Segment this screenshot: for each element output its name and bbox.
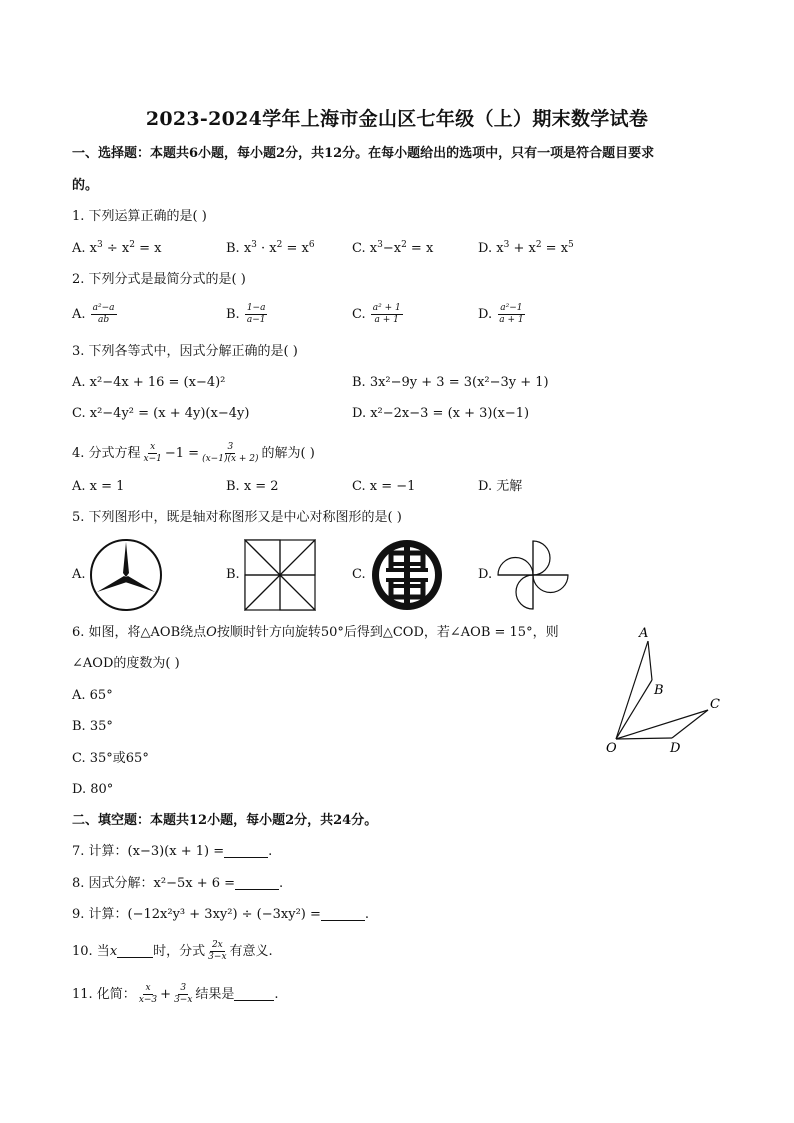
q2-d-label: D. — [478, 307, 497, 322]
bank-logo-figure — [370, 538, 444, 612]
q2-b-label: B. — [226, 307, 244, 322]
q9-text: 9. 计算：(−12x²y³ + 3xy²) ÷ (−3xy²) = — [72, 907, 321, 922]
q10-num: 2x — [211, 940, 223, 950]
section1-heading-line2: 的。 — [72, 178, 99, 193]
q4-stem-pre: 4. 分式方程 — [72, 446, 141, 461]
q1-a-label: A. — [72, 241, 90, 256]
q1-b-label: B. — [226, 241, 244, 256]
q10-fraction — [206, 940, 228, 963]
q2-option-a — [72, 303, 118, 326]
q11-fraction-2 — [172, 983, 194, 1006]
q2-c-label: C. — [352, 307, 370, 322]
q1-a-op: ÷ x — [102, 241, 130, 256]
q2-stem: 2. 下列分式是最简分式的是( ) — [72, 272, 246, 287]
q6-stem-line1 — [72, 624, 559, 642]
q11-plus: + — [160, 987, 172, 1002]
q2-b-num: 1−a — [246, 303, 266, 313]
q10-mid: 时，分式 — [153, 944, 206, 959]
q1-d-op: + x — [509, 241, 536, 256]
q1-a-exp2: 2 — [129, 240, 135, 250]
q1-b-rest: = x — [282, 241, 309, 256]
q1-d-rest: = x — [541, 241, 569, 256]
q2-option-c — [352, 303, 404, 326]
q3-stem: 3. 下列各等式中，因式分解正确的是( ) — [72, 344, 298, 359]
q2-b-den: a−1 — [246, 315, 266, 325]
point-a-label: A — [639, 626, 649, 641]
q6-option-b: B. 35° — [72, 719, 113, 734]
q9-end: . — [364, 907, 370, 922]
q1-a-exp1: 3 — [97, 240, 103, 250]
q11-post: 结果是 — [195, 987, 235, 1002]
q1-b-exp3: 6 — [308, 240, 315, 250]
q3-option-a: A. x²−4x + 16 = (x−4)² — [72, 375, 226, 390]
q4-f1-den: x−1 — [143, 454, 162, 464]
q4-option-a: A. x = 1 — [72, 479, 125, 494]
q1-option-a — [72, 240, 161, 258]
q9-answer-blank[interactable] — [321, 907, 365, 921]
q10-den: 3−x — [208, 952, 227, 962]
q8-end: . — [279, 876, 284, 891]
q2-option-b — [226, 303, 268, 326]
q4-stem-post: 的解为( ) — [261, 446, 315, 461]
q7-end: . — [268, 844, 273, 859]
q6-option-a: A. 65° — [72, 688, 113, 703]
q11-f1-num: x — [145, 983, 151, 993]
q1-b-exp1: 3 — [251, 240, 257, 250]
q10-post: 有意义. — [229, 944, 273, 959]
q11-fraction-1 — [137, 983, 159, 1006]
q2-a-label: A. — [72, 307, 90, 322]
pinwheel-figure — [244, 539, 316, 611]
q4-option-b: B. x = 2 — [226, 479, 279, 494]
q1-c-exp2: 2 — [401, 240, 407, 250]
q10 — [72, 940, 273, 963]
q11 — [72, 983, 279, 1006]
q1-c-base: x — [369, 241, 378, 256]
q10-answer-blank[interactable] — [117, 944, 153, 958]
point-d-label: D — [670, 741, 681, 756]
rotation-triangle-figure — [600, 620, 730, 760]
q1-c-label: C. — [352, 241, 370, 256]
section2-heading: 二、填空题：本题共12小题，每小题2分，共24分。 — [72, 813, 378, 828]
q4-f1-num: x — [150, 442, 156, 452]
point-c-label: C — [710, 697, 720, 712]
q7-answer-blank[interactable] — [224, 844, 268, 858]
q4-mid: −1 = — [164, 446, 200, 461]
mercedes-star-figure — [88, 537, 164, 613]
q6-stem-line2: ∠AOD的度数为( ) — [72, 656, 180, 671]
q1-c-exp1: 3 — [377, 240, 383, 250]
q11-f1-den: x−3 — [138, 995, 158, 1005]
q6-option-c: C. 35°或65° — [72, 751, 149, 766]
q1-d-exp1: 3 — [503, 240, 510, 250]
q3-option-b: B. 3x²−9y + 3 = 3(x²−3y + 1) — [352, 375, 549, 390]
q1-option-d — [478, 240, 574, 258]
q1-option-b — [226, 240, 315, 258]
q3-option-d: D. x²−2x−3 = (x + 3)(x−1) — [352, 406, 530, 421]
q11-pre: 11. 化简： — [72, 987, 136, 1002]
q1-b-base: x — [243, 241, 252, 256]
q1-c-op: −x — [382, 241, 402, 256]
q2-c-den: a + 1 — [374, 315, 399, 325]
q4-option-c: C. x = −1 — [352, 479, 416, 494]
q5-option-c-label: C. — [352, 567, 366, 582]
q1-d-base: x — [496, 241, 504, 256]
q2-a-fraction — [91, 303, 117, 326]
q6-option-d: D. 80° — [72, 782, 114, 797]
q5-option-b-label: B. — [226, 567, 240, 582]
q1-d-label: D. — [478, 241, 497, 256]
q5-stem: 5. 下列图形中，既是轴对称图形又是中心对称图形的是( ) — [72, 510, 402, 525]
q7 — [72, 843, 272, 861]
q1-d-exp2: 2 — [535, 240, 542, 250]
q4-fraction-left — [142, 442, 164, 465]
q2-d-num: a²−1 — [500, 303, 523, 313]
point-b-label: B — [654, 683, 664, 698]
q2-a-num: a²−a — [92, 303, 115, 313]
q1-a-rest: = x — [134, 241, 162, 256]
q11-f2-num: 3 — [180, 983, 187, 993]
q5-option-d-label: D. — [478, 567, 493, 582]
q4-option-d: D. 无解 — [478, 479, 523, 494]
q4-fraction-right — [200, 442, 260, 465]
q1-d-exp3: 5 — [568, 240, 574, 250]
q6-stem-post: 按顺时针方向旋转50°后得到△COD，若∠AOB = 15°，则 — [216, 625, 559, 640]
q10-var: x — [109, 944, 118, 959]
q11-answer-blank[interactable] — [234, 987, 274, 1001]
q11-end: . — [274, 987, 279, 1002]
q2-d-den: a + 1 — [499, 315, 524, 325]
q2-d-fraction — [497, 303, 525, 326]
q2-a-den: ab — [98, 315, 110, 325]
q2-option-d — [478, 303, 527, 326]
q1-b-op: · x — [256, 241, 277, 256]
q1-c-rest: = x — [406, 241, 434, 256]
q9 — [72, 906, 369, 924]
section1-heading-line1: 一、选择题：本题共6小题，每小题2分，共12分。在每小题给出的选项中，只有一项是符合题目要求 — [72, 146, 655, 161]
q11-f2-den: 3−x — [174, 995, 193, 1005]
q8 — [72, 875, 283, 893]
q4-f2-den: (x−1)(x + 2) — [202, 454, 259, 464]
q10-pre: 10. 当 — [72, 944, 110, 959]
fan-figure — [496, 540, 570, 610]
q7-text: 7. 计算：(x−3)(x + 1) = — [72, 844, 225, 859]
q4-stem — [72, 442, 315, 465]
q6-stem-o: O — [206, 625, 217, 640]
q8-answer-blank[interactable] — [235, 876, 279, 890]
q5-option-a-label: A. — [72, 567, 86, 582]
q8-text: 8. 因式分解：x²−5x + 6 = — [72, 876, 236, 891]
point-o-label: O — [606, 741, 617, 756]
q1-option-c — [352, 240, 433, 258]
q6-stem-pre: 6. 如图，将△AOB绕点 — [72, 625, 207, 640]
page-title: 2023-2024学年上海市金山区七年级（上）期末数学试卷 — [145, 108, 649, 130]
q3-option-c: C. x²−4y² = (x + 4y)(x−4y) — [72, 406, 250, 421]
q1-b-exp2: 2 — [276, 240, 283, 250]
q2-b-fraction — [245, 303, 268, 326]
q1-stem: 1. 下列运算正确的是( ) — [72, 209, 207, 224]
q4-f2-num: 3 — [227, 442, 234, 452]
q2-c-fraction — [371, 303, 403, 326]
q2-c-num: a² + 1 — [372, 303, 401, 313]
q1-a-base: x — [89, 241, 97, 256]
